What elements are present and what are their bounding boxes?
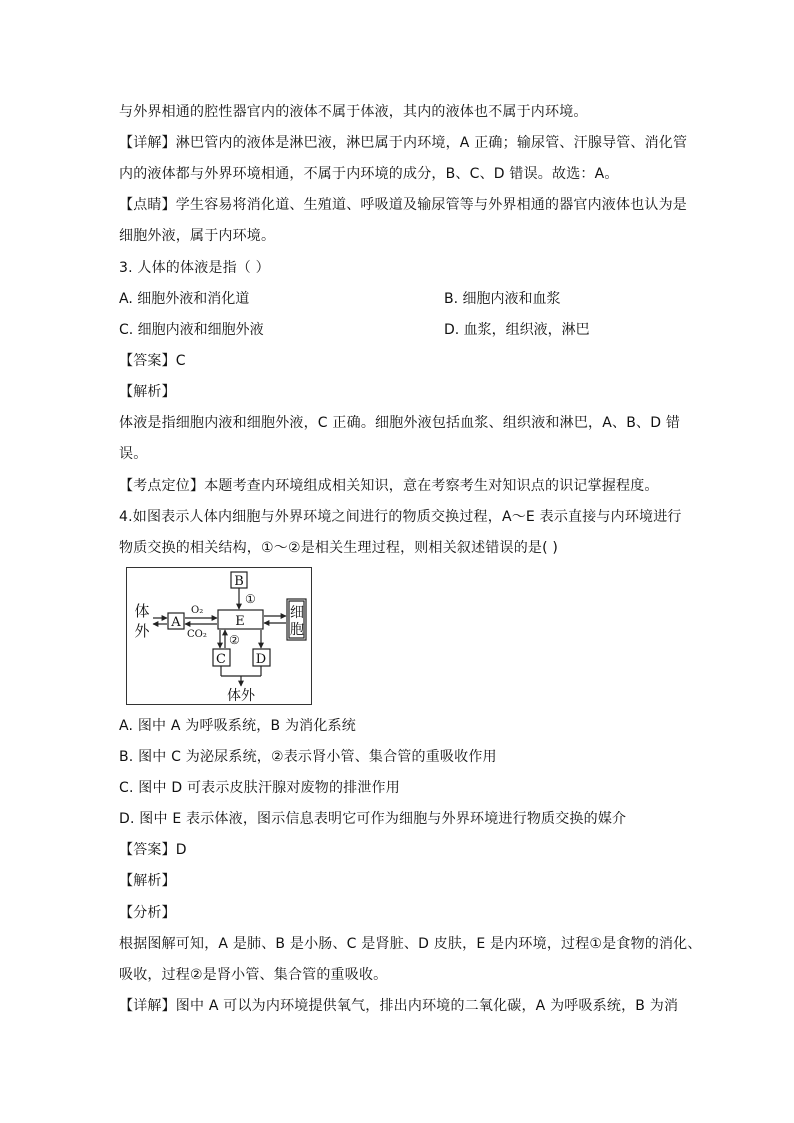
q4-fenxi-line: 吸收，过程②是肾小管、集合管的重吸收。 bbox=[119, 967, 388, 983]
q3-analysis-heading: 【解析】 bbox=[119, 384, 176, 400]
label-a: A bbox=[171, 615, 181, 630]
q3-option-d: D. 血浆，组织液，淋巴 bbox=[444, 322, 590, 338]
q4-option-d: D. 图中 E 表示体液，图示信息表明它可作为细胞与外界环境进行物质交换的媒介 bbox=[119, 811, 627, 827]
q3-answer: 【答案】C bbox=[119, 353, 186, 369]
detail-line: 内的液体都与外界环境相通，不属于内环境的成分，B、C、D 错误。故选：A。 bbox=[119, 166, 619, 182]
label-b: B bbox=[234, 574, 244, 589]
label-outside-top: 体 bbox=[134, 602, 150, 620]
q4-option-c: C. 图中 D 可表示皮肤汗腺对废物的排泄作用 bbox=[119, 780, 400, 796]
q4-option-b: B. 图中 C 为泌尿系统，②表示肾小管、集合管的重吸收作用 bbox=[119, 749, 497, 765]
label-outside-bottom: 外 bbox=[134, 622, 150, 640]
label-co2: CO₂ bbox=[187, 629, 207, 640]
q4-analysis-heading: 【解析】 bbox=[119, 873, 176, 889]
exchange-diagram bbox=[126, 567, 312, 705]
q3-analysis-line: 误。 bbox=[119, 446, 148, 462]
question-4-stem: 物质交换的相关结构，①～②是相关生理过程，则相关叙述错误的是( ) bbox=[119, 540, 559, 556]
tip-line: 细胞外液，属于内环境。 bbox=[119, 228, 276, 244]
q4-option-a: A. 图中 A 为呼吸系统，B 为消化系统 bbox=[119, 718, 356, 734]
tip-line: 【点睛】学生容易将消化道、生殖道、呼吸道及输尿管等与外界相通的器官内液体也认为是 bbox=[119, 197, 687, 213]
diagram-svg bbox=[127, 568, 310, 703]
q4-fenxi-heading: 【分析】 bbox=[119, 905, 176, 921]
q4-fenxi-line: 根据图解可知，A 是肺、B 是小肠、C 是肾脏、D 皮肤，E 是内环境，过程①是食物的消化、 bbox=[119, 936, 702, 952]
label-cell-top: 细 bbox=[290, 605, 304, 621]
q4-detail-line: 【详解】图中 A 可以为内环境提供氧气，排出内环境的二氧化碳，A 为呼吸系统，B 为消 bbox=[119, 998, 679, 1014]
detail-line: 【详解】淋巴管内的液体是淋巴液，淋巴属于内环境，A 正确；输尿管、汗腺导管、消化管 bbox=[119, 135, 688, 151]
label-e: E bbox=[235, 614, 245, 629]
label-process-2: ② bbox=[229, 633, 240, 647]
label-o2: O₂ bbox=[191, 605, 204, 616]
q3-analysis-line: 体液是指细胞内液和细胞外液，C 正确。细胞外液包括血浆、组织液和淋巴，A、B、D 错 bbox=[119, 415, 681, 431]
label-d: D bbox=[255, 652, 267, 667]
label-outside-body: 体外 bbox=[227, 688, 255, 703]
q3-option-c: C. 细胞内液和细胞外液 bbox=[119, 322, 264, 338]
q3-test-point: 【考点定位】本题考查内环境组成相关知识，意在考察考生对知识点的识记掌握程度。 bbox=[119, 478, 659, 494]
label-cell-bottom: 胞 bbox=[290, 622, 304, 638]
label-c: C bbox=[216, 652, 226, 667]
question-3-stem: 3. 人体的体液是指（ ） bbox=[119, 260, 270, 276]
question-4-stem: 4.如图表示人体内细胞与外界环境之间进行的物质交换过程，A～E 表示直接与内环境进行 bbox=[119, 509, 682, 525]
paragraph-line: 与外界相通的腔性器官内的液体不属于体液，其内的液体也不属于内环境。 bbox=[119, 104, 588, 120]
q3-option-a: A. 细胞外液和消化道 bbox=[119, 291, 250, 307]
q3-option-b: B. 细胞内液和血浆 bbox=[444, 291, 561, 307]
q4-answer: 【答案】D bbox=[119, 842, 187, 858]
label-process-1: ① bbox=[245, 592, 256, 606]
